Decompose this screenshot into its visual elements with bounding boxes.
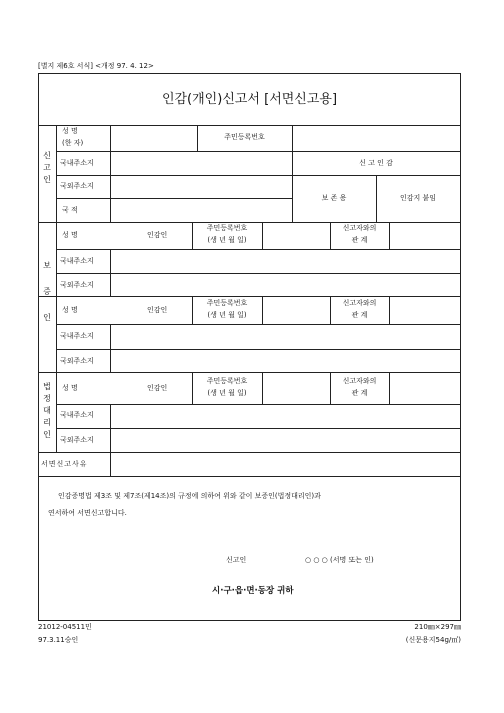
- row-line: [38, 296, 461, 297]
- row-line: [56, 198, 292, 199]
- legal-rep-name-label: 성 명: [62, 384, 78, 392]
- reporter-name-label: 성 명: [62, 127, 78, 135]
- reporter-seal-label: 신 고 인 감: [359, 159, 393, 167]
- form-number-note: [별지 제6호 서식] <개정 97. 4. 12>: [38, 62, 154, 70]
- legal-rep-domestic-address-label: 국내주소지: [60, 411, 94, 419]
- col-line: [110, 324, 111, 372]
- legal-rep-overseas-address-label: 국외주소지: [60, 436, 94, 444]
- legal-rep-relation-label: 신고자와의: [342, 377, 377, 385]
- reporter-section-label: 신 고 인: [43, 151, 51, 184]
- reporter-resident-no-label: 주민등록번호: [224, 133, 265, 141]
- guarantor1-resident-no-label: 주민등록번호: [206, 224, 248, 232]
- row-line: [38, 372, 461, 373]
- outer-border-bottom: [38, 620, 461, 621]
- reason-label: 서면신고사유: [41, 460, 88, 468]
- row-line: [56, 175, 292, 176]
- statement-line-2: 연서하여 서면신고합니다.: [48, 509, 127, 517]
- guarantor2-name-label: 성 명: [62, 306, 78, 314]
- footer-paper-type: (신문용지54g/㎡): [405, 636, 461, 644]
- col-line: [110, 404, 111, 452]
- col-line: [262, 222, 263, 249]
- col-line: [292, 125, 293, 222]
- guarantor2-seal-label: 인감인: [147, 306, 168, 314]
- footer-form-code: 21012-04511민: [38, 623, 92, 631]
- row-line: [56, 349, 460, 350]
- guarantor2-birth-label: (생 년 월 일): [207, 311, 247, 319]
- row-line: [38, 452, 461, 453]
- reporter-name-hanja-label: (한 자): [62, 139, 84, 147]
- legal-rep-section-label: 법 정 대 리 인: [43, 382, 51, 439]
- row-line: [38, 476, 461, 477]
- col-line: [389, 372, 390, 404]
- col-line: [110, 125, 111, 222]
- guarantor2-relation-label-2: 관 계: [351, 311, 368, 319]
- guarantor1-overseas-address-label: 국외주소지: [60, 281, 94, 289]
- outer-border-top: [38, 73, 461, 74]
- guarantor2-relation-label: 신고자와의: [342, 299, 377, 307]
- row-line: [56, 324, 460, 325]
- signer-value: ○ ○ ○ (서명 또는 인): [305, 556, 374, 564]
- guarantor2-resident-no-label: 주민등록번호: [206, 299, 248, 307]
- col-line: [389, 296, 390, 324]
- row-line: [56, 273, 460, 274]
- legal-rep-seal-label: 인감인: [147, 384, 168, 392]
- col-line: [262, 372, 263, 404]
- guarantor1-seal-label: 인감인: [147, 231, 168, 239]
- row-line: [56, 428, 460, 429]
- col-line: [389, 222, 390, 249]
- reporter-seal-attach-label: 인감지 붙임: [399, 194, 437, 202]
- guarantor-section-label: 보 증 인: [43, 261, 51, 322]
- footer-approval-date: 97.3.11승인: [38, 636, 79, 644]
- statement-line-1: 인감증명법 제3조 및 제7조(제14조)의 규정에 의하여 위와 같이 보증인(법정대리인)과: [58, 492, 321, 500]
- reporter-domestic-address-label: 국내주소지: [60, 159, 94, 167]
- row-line: [38, 222, 461, 223]
- legal-rep-birth-label: (생 년 월 일): [207, 389, 247, 397]
- guarantor1-birth-label: (생 년 월 일): [207, 236, 247, 244]
- recipient: 시·구·읍·면·동장 귀하: [212, 586, 294, 596]
- col-line: [110, 452, 111, 476]
- row-line: [56, 404, 460, 405]
- row-line: [38, 125, 461, 126]
- form-title: 인감(개인)신고서 [서면신고용]: [161, 92, 338, 107]
- reporter-nationality-label: 국 적: [62, 206, 78, 214]
- guarantor1-relation-label-2: 관 계: [351, 236, 368, 244]
- guarantor1-name-label: 성 명: [62, 231, 78, 239]
- legal-rep-relation-label-2: 관 계: [351, 389, 368, 397]
- col-line: [110, 249, 111, 296]
- guarantor2-overseas-address-label: 국외주소지: [60, 357, 94, 365]
- reporter-overseas-address-label: 국외주소지: [60, 182, 94, 190]
- col-line: [262, 296, 263, 324]
- guarantor2-domestic-address-label: 국내주소지: [60, 332, 94, 340]
- guarantor1-relation-label: 신고자와의: [342, 224, 377, 232]
- row-line: [56, 249, 460, 250]
- row-line: [56, 151, 460, 152]
- footer-paper-size: 210㎜×297㎜: [414, 623, 461, 631]
- reporter-storage-label: 보 존 용: [321, 194, 347, 202]
- legal-rep-resident-no-label: 주민등록번호: [206, 377, 248, 385]
- guarantor1-domestic-address-label: 국내주소지: [60, 257, 94, 265]
- col-line: [330, 372, 331, 404]
- outer-border-right: [460, 73, 461, 620]
- signer-label: 신고인: [226, 556, 247, 564]
- col-line: [192, 372, 193, 404]
